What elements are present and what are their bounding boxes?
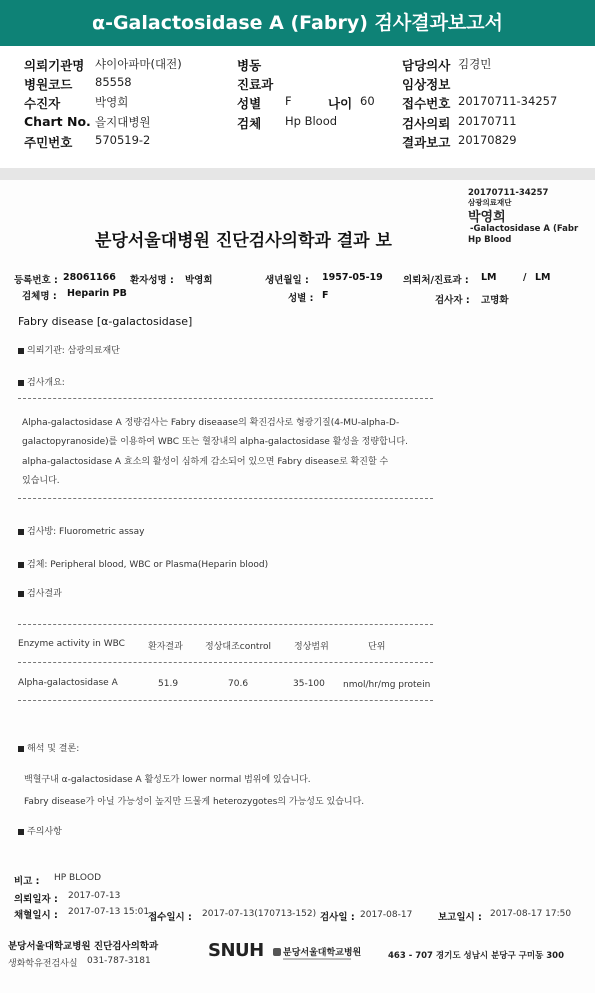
label-age: 나이 [328, 96, 353, 111]
label-ward: 병동 [237, 58, 262, 73]
result-heading [18, 586, 62, 599]
value-result-report: 20170829 [458, 133, 517, 147]
overview-line-4: 있습니다. [22, 476, 60, 486]
divider-line [18, 624, 433, 625]
value-receipt-no: 20170711-34257 [458, 94, 558, 108]
value-age: 60 [360, 94, 375, 108]
value-chart-no: 을지대병원 [95, 115, 151, 129]
test-date-value: 2017-08-17 [360, 910, 413, 920]
hospital-report-title: 분당서울대병원 진단검사의학과 결과 보 [95, 231, 392, 251]
institution-text: 의뢰기관: 삼광의료재단 [27, 346, 120, 356]
dept-value-2: LM [535, 272, 551, 283]
corner-test: -Galactosidase A (Fabr [470, 224, 579, 234]
snuh-logo: SNUH [208, 940, 264, 961]
method-text: 검사방: Fluorometric assay [27, 527, 145, 537]
request-date-value: 2017-07-13 [68, 891, 121, 901]
overview-heading [18, 375, 65, 388]
dob-value: 1957-05-19 [322, 272, 383, 283]
notes-title: 주의사항 [27, 827, 62, 837]
interp-line-2: Fabry disease가 아닐 가능성이 높지만 드물게 heterozygotes의 가능성도 있습니다. [24, 797, 365, 807]
value-institution: 샤이아파마(대전) [95, 57, 182, 71]
collect-value: 2017-07-13 15:01 [68, 907, 150, 917]
sex-label: 성별 : [288, 293, 314, 304]
label-patient: 수진자 [24, 96, 61, 111]
patient-name-value: 박영희 [185, 275, 213, 286]
table-cell-unit: nmol/hr/mg protein [343, 680, 431, 690]
dept-label: 의뢰처/진료과 : [403, 275, 469, 286]
interp-line-1: 백혈구내 α-galactosidase A 활성도가 lower normal 범위에 있습니다. [24, 775, 311, 785]
logo-hospital-name: 분당서울대학교병원 [283, 948, 362, 958]
specimen-line [18, 557, 268, 570]
logo-subtext-line [283, 958, 351, 960]
receive-value: 2017-07-13(170713-152) [202, 909, 317, 919]
collect-label: 채혈일시 : [14, 910, 58, 921]
sex-value: F [322, 290, 329, 301]
hospital-address: 463 - 707 경기도 성남시 분당구 구미동 300 [388, 951, 565, 961]
value-test-request: 20170711 [458, 114, 517, 128]
label-doctor: 담당의사 [402, 58, 451, 73]
value-resident-no: 570519-2 [95, 133, 151, 147]
header-info [0, 46, 595, 168]
label-clinical-info: 임상정보 [402, 77, 451, 92]
institution-line [18, 343, 120, 356]
corner-name: 박영희 [468, 210, 506, 225]
value-specimen: Hp Blood [285, 114, 338, 128]
test-date-label: 검사일 : [320, 912, 355, 923]
corner-org: 삼광의료재단 [468, 198, 512, 207]
tester-label: 검사자 : [435, 295, 470, 306]
tester-value: 고명화 [481, 295, 509, 306]
notes-heading [18, 824, 62, 837]
value-patient: 박영희 [95, 95, 129, 109]
label-result-report: 결과보고 [402, 135, 451, 150]
table-header-normal-range: 정상범위 [294, 642, 329, 652]
title-bar [0, 0, 595, 46]
report-date-value: 2017-08-17 17:50 [490, 909, 572, 919]
label-test-request: 검사의뢰 [402, 116, 451, 131]
overview-line-3: alpha-galactosidase A 효소의 활성이 심하게 감소되어 있으면 Fabry disease로 확진할 수 [22, 457, 389, 467]
request-date-label: 의뢰일자 : [14, 894, 58, 905]
result-title: 검사결과 [27, 589, 62, 599]
value-hospital-code: 85558 [95, 75, 132, 89]
table-header-control: 정상대조control [205, 642, 271, 652]
overview-line-2: galactopyranoside)를 이용하여 WBC 또는 혈장내의 alpha-galactosidase 활성을 정량합니다. [22, 437, 408, 447]
label-hospital-code: 병원코드 [24, 77, 73, 92]
table-cell-enzyme: Alpha-galactosidase A [18, 678, 118, 688]
label-department: 진료과 [237, 77, 274, 92]
report-date-label: 보고일시 : [438, 912, 482, 923]
label-institution: 의뢰기관명 [24, 58, 85, 73]
table-cell-normal-range: 35-100 [293, 679, 325, 689]
section-divider [0, 168, 595, 180]
scanned-report [0, 180, 595, 993]
interp-title: 해석 및 결론: [27, 744, 80, 754]
corner-specimen: Hp Blood [468, 235, 512, 245]
label-chart-no: Chart No. [24, 114, 91, 129]
dept-name: 분당서울대학교병원 진단검사의학과 [8, 941, 159, 952]
dept-sep: / [523, 272, 527, 283]
interp-heading [18, 741, 79, 754]
method-line [18, 524, 144, 537]
specimen-name-label: 검체명 : [22, 291, 57, 302]
divider-line [18, 398, 433, 399]
receive-label: 접수일시 : [148, 912, 192, 923]
label-resident-no: 주민번호 [24, 135, 73, 150]
overview-line-1: Alpha-galactosidase A 정량검사는 Fabry diseaase의 확진검사로 형광기질(4-MU-alpha-D- [22, 418, 400, 428]
label-receipt-no: 접수번호 [402, 96, 451, 111]
specimen-text: 검체: Peripheral blood, WBC or Plasma(Heparin blood) [27, 560, 269, 570]
value-sex: F [285, 94, 292, 108]
divider-line [18, 700, 433, 701]
table-header-patient-result: 환자결과 [148, 642, 183, 652]
remark-value: HP BLOOD [54, 873, 102, 883]
overview-title: 검사개요: [27, 378, 65, 388]
divider-line [18, 498, 433, 499]
table-header-unit: 단위 [368, 642, 386, 652]
label-specimen: 검체 [237, 116, 262, 131]
label-sex: 성별 [237, 96, 262, 111]
specimen-name-value: Heparin PB [67, 288, 127, 299]
table-cell-patient-result: 51.9 [158, 679, 179, 689]
reg-label: 등록번호 : [14, 275, 58, 286]
corner-id: 20170711-34257 [468, 188, 549, 198]
patient-name-label: 환자성명 : [130, 275, 174, 286]
lab-phone: 031-787-3181 [87, 956, 151, 966]
dept-value-1: LM [481, 272, 497, 283]
dob-label: 생년월일 : [265, 275, 309, 286]
test-name: Fabry disease [α-galactosidase] [18, 315, 193, 328]
reg-value: 28061166 [63, 272, 116, 283]
divider-line [18, 662, 433, 663]
table-cell-control: 70.6 [228, 679, 249, 689]
logo-mark-icon [273, 948, 281, 956]
report-title: α-Galactosidase A (Fabry) 검사결과보고서 [92, 12, 503, 34]
value-doctor: 김경민 [458, 57, 492, 71]
remark-label: 비고 : [14, 876, 40, 887]
table-header-enzyme: Enzyme activity in WBC [18, 639, 125, 649]
lab-name: 생화학유전검사실 [8, 959, 78, 969]
